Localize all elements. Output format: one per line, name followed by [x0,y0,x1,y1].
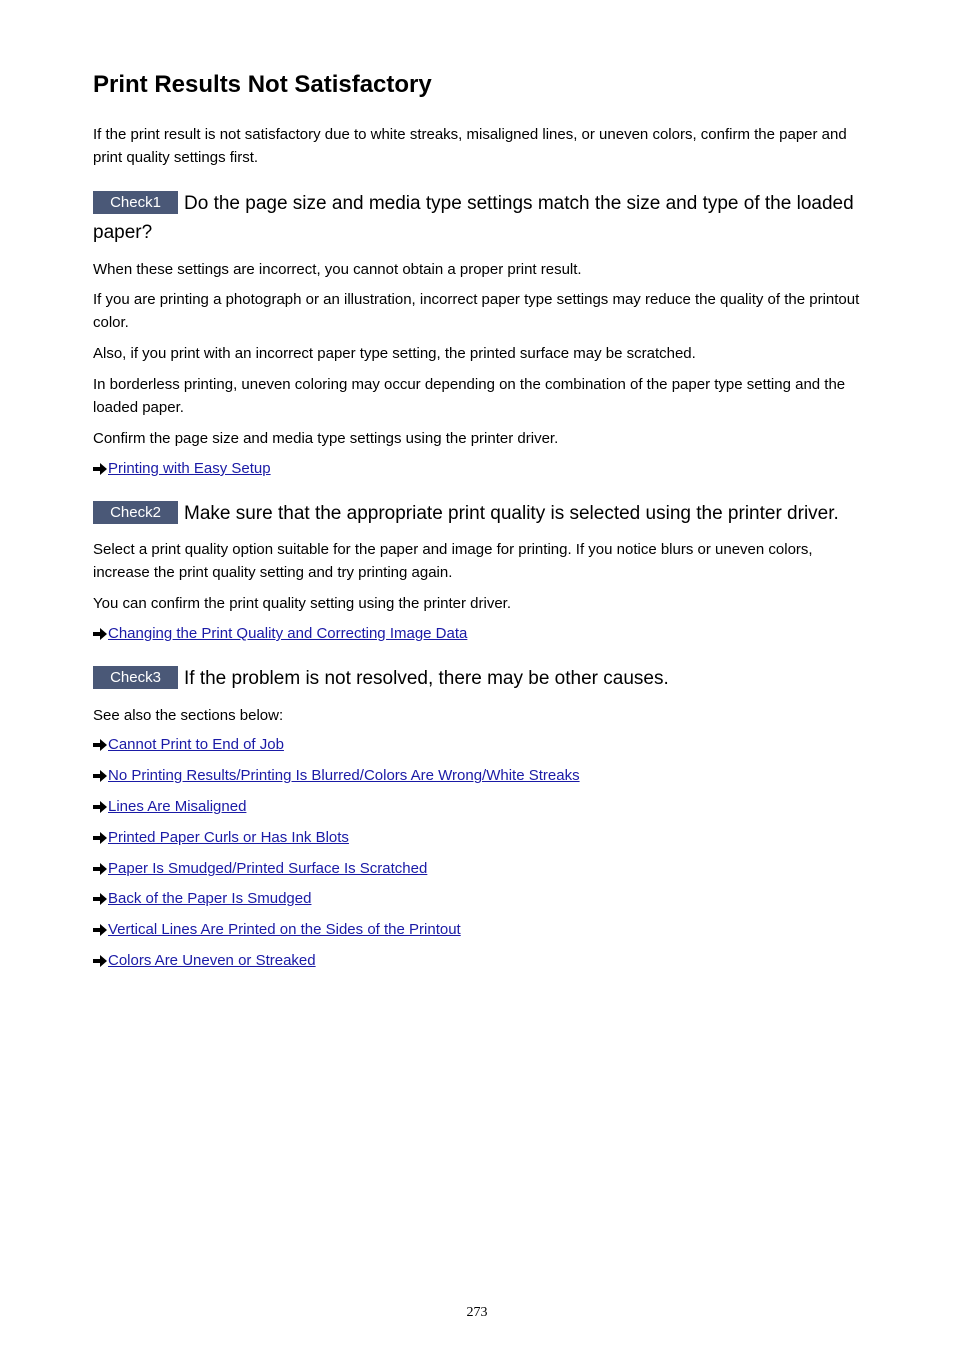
check3-heading [93,664,868,693]
page-number: 273 [466,1305,488,1320]
right-arrow-icon [93,797,108,817]
intro-paragraph: If the print result is not satisfactory due to white streaks, misaligned lines, or uneven colors, confirm the paper and print quality settings first. [93,126,847,166]
right-arrow-icon [93,859,108,879]
related-link-item [93,889,868,909]
right-arrow-icon [93,920,108,940]
link-vertical-lines[interactable]: Vertical Lines Are Printed on the Sides of the Printout [108,921,461,938]
check3-paragraph-1: See also the sections below: [93,707,284,724]
link-colors-uneven[interactable]: Colors Are Uneven or Streaked [108,952,316,969]
link-paper-smudged[interactable]: Paper Is Smudged/Printed Surface Is Scratched [108,860,428,877]
link-lines-are-misaligned[interactable]: Lines Are Misaligned [108,798,247,815]
right-arrow-icon [93,951,108,971]
right-arrow-icon [93,766,108,786]
related-link-item [93,797,868,817]
check2-paragraph-2: You can confirm the print quality setting using the printer driver. [93,595,512,612]
right-arrow-icon [93,624,108,644]
link-changing-print-quality[interactable]: Changing the Print Quality and Correcting Image Data [108,625,468,642]
link-printing-with-easy-setup[interactable]: Printing with Easy Setup [108,460,271,477]
check2-heading [93,499,868,528]
check2-link-item [93,624,868,644]
right-arrow-icon [93,735,108,755]
check1-heading [93,189,868,247]
check2-badge: Check2 [93,501,178,524]
check1-paragraph-1: When these settings are incorrect, you cannot obtain a proper print result. [93,261,582,278]
check2-heading-text: Make sure that the appropriate print quality is selected using the printer driver. [184,503,839,524]
related-link-item [93,920,868,940]
link-no-printing-results[interactable]: No Printing Results/Printing Is Blurred/Colors Are Wrong/White Streaks [108,767,580,784]
right-arrow-icon [93,459,108,479]
right-arrow-icon [93,889,108,909]
link-cannot-print-to-end-of-job[interactable]: Cannot Print to End of Job [108,736,284,753]
related-link-item [93,951,868,971]
check1-link-item [93,459,868,479]
check1-badge: Check1 [93,191,178,214]
page-title: Print Results Not Satisfactory [93,71,432,98]
check3-badge: Check3 [93,666,178,689]
check3-heading-text: If the problem is not resolved, there may be other causes. [184,668,669,689]
check1-paragraph-3: Also, if you print with an incorrect paper type setting, the printed surface may be scratched. [93,345,696,362]
link-paper-curls-ink-blots[interactable]: Printed Paper Curls or Has Ink Blots [108,829,349,846]
link-back-of-paper-smudged[interactable]: Back of the Paper Is Smudged [108,890,312,907]
related-link-item [93,766,868,786]
related-link-item [93,735,868,755]
related-link-item [93,828,868,848]
right-arrow-icon [93,828,108,848]
check2-paragraph-1: Select a print quality option suitable for the paper and image for printing. If you notice blurs or uneven colors, increase the print quality setting and try printing again. [93,541,813,581]
related-link-item [93,859,868,879]
check1-paragraph-2: If you are printing a photograph or an illustration, incorrect paper type settings may reduce the quality of the printout color. [93,291,860,331]
check1-heading-text: Do the page size and media type settings match the size and type of the loaded paper? [93,193,854,243]
check1-paragraph-4: In borderless printing, uneven coloring may occur depending on the combination of the paper type setting and the loaded paper. [93,376,846,416]
check1-paragraph-5: Confirm the page size and media type settings using the printer driver. [93,430,559,447]
